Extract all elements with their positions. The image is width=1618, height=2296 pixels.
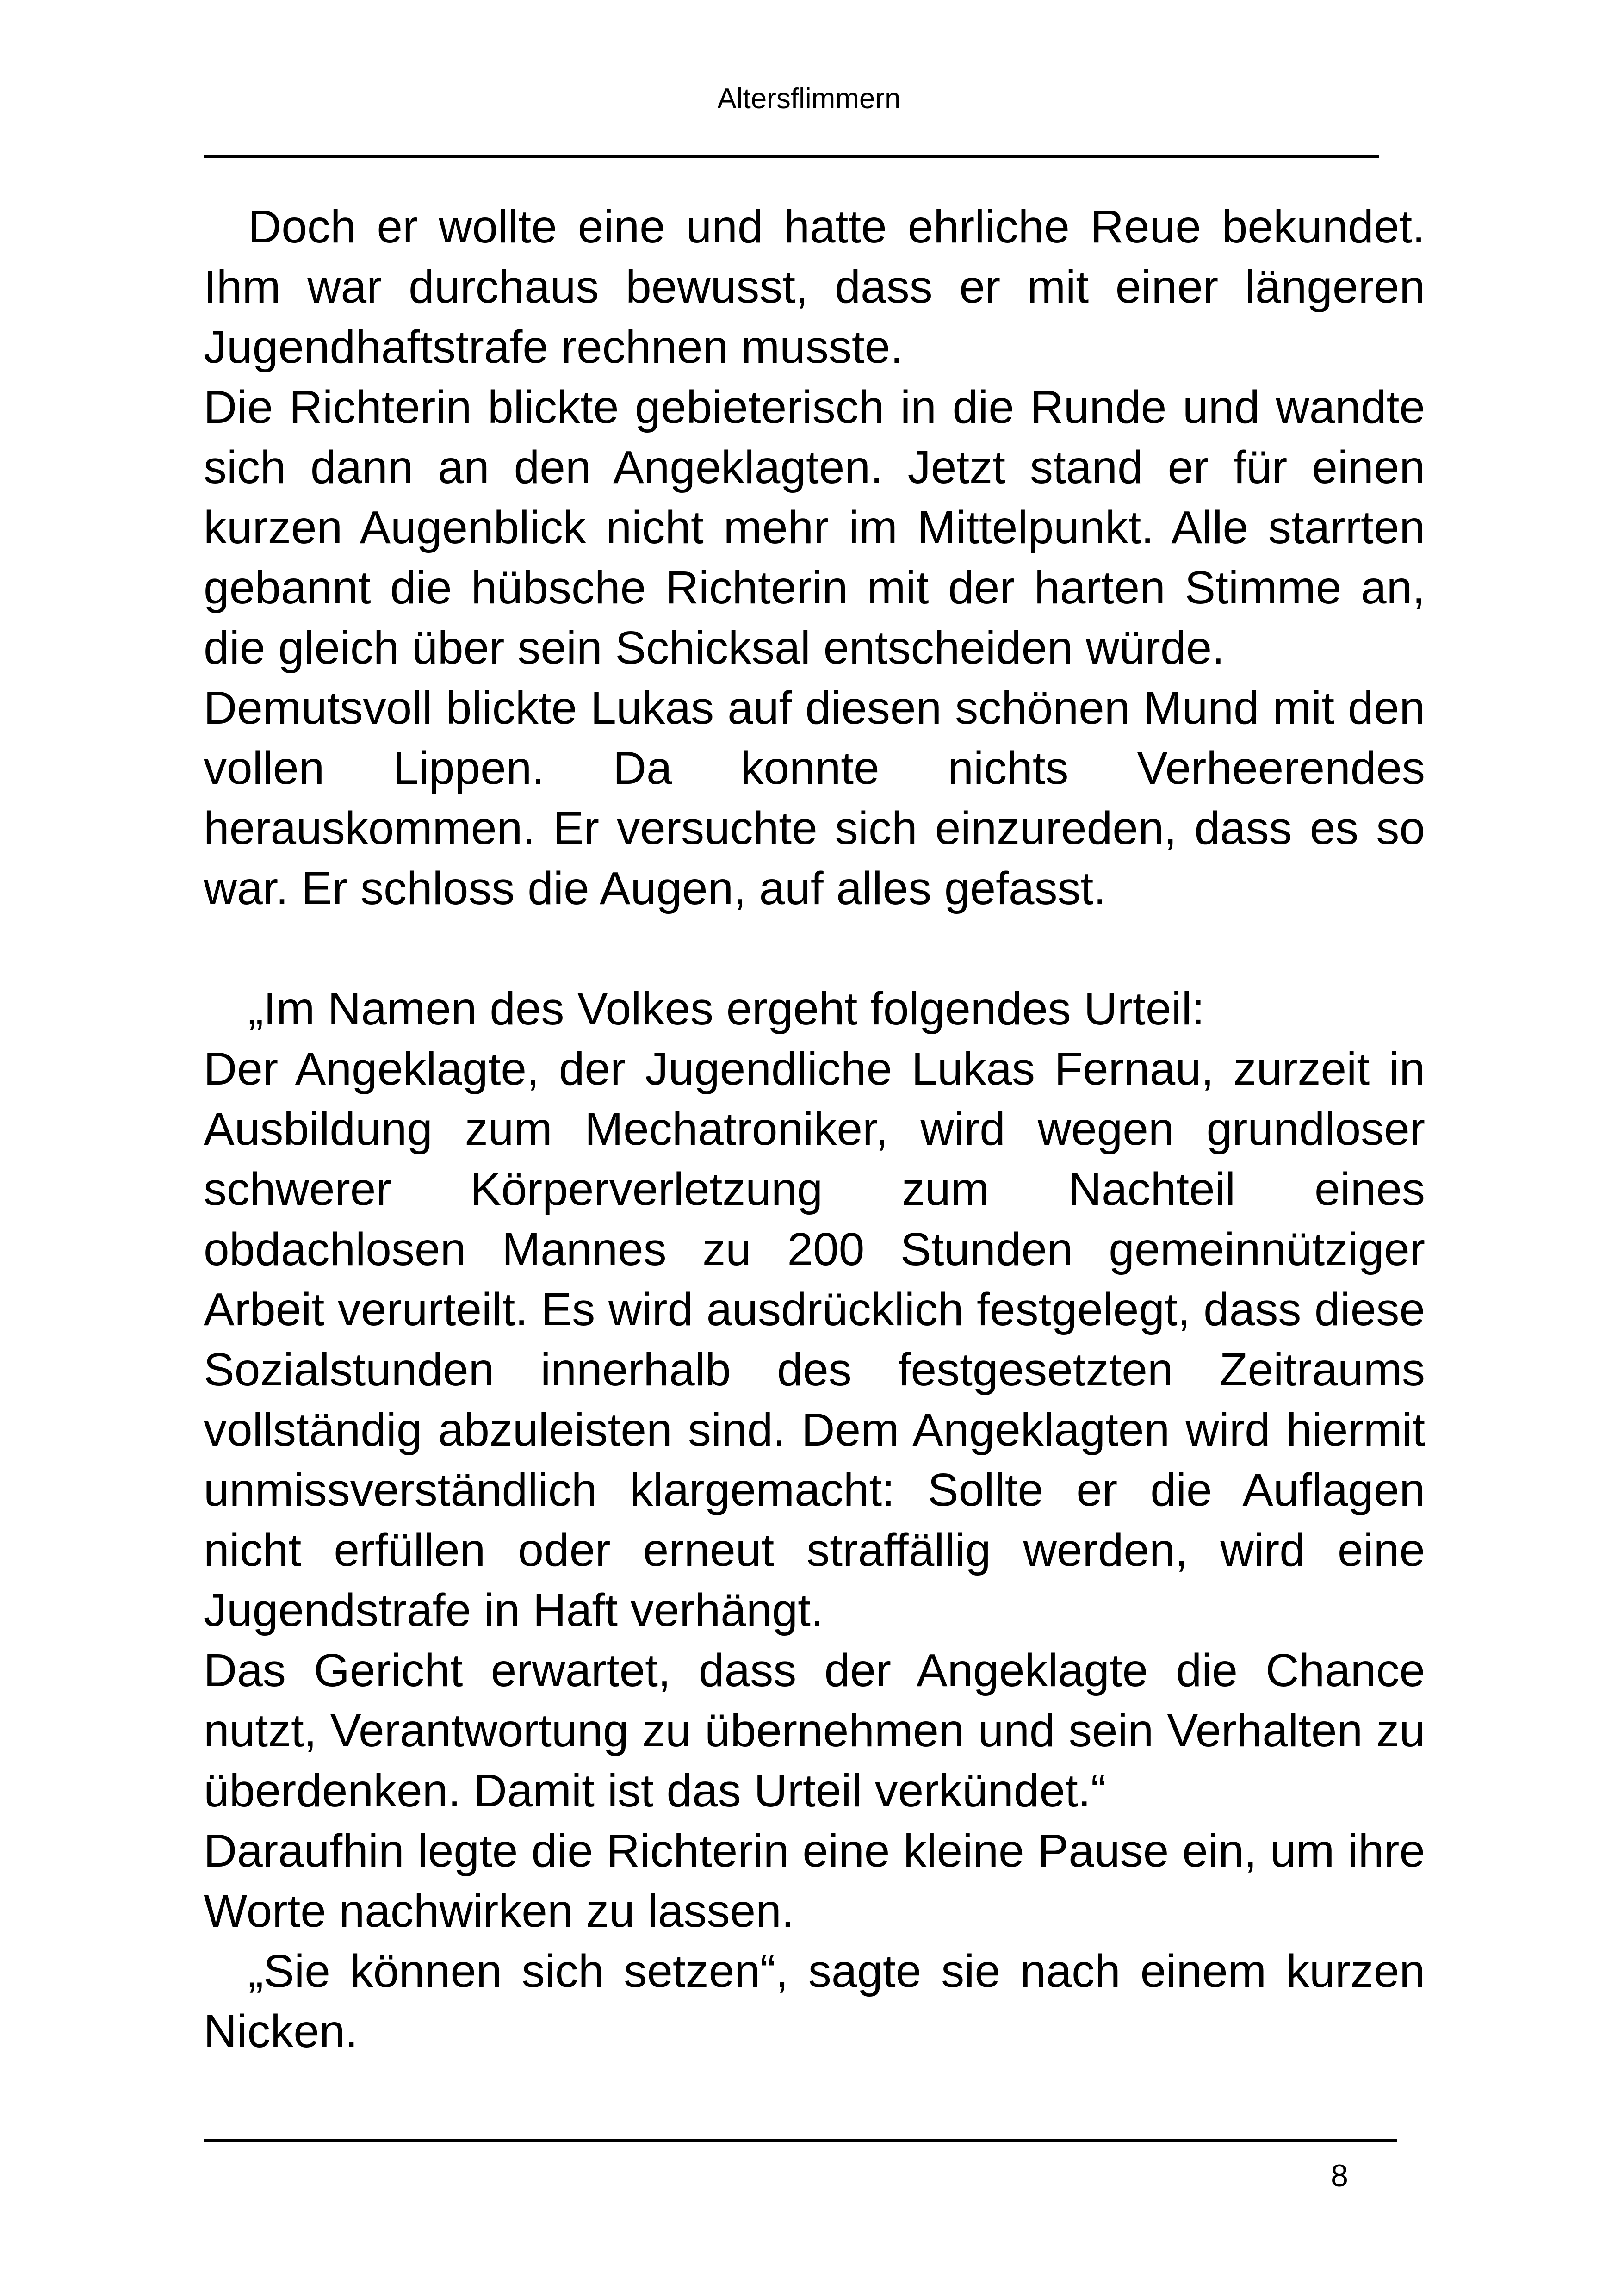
paragraph: Demutsvoll blickte Lukas auf diesen schönen Mund mit den vollen Lippen. Da konnte nichts Verheerendes herauskommen. Er versuchte sich einzureden, dass es so war. Er schloss die Augen, auf alles gefasst. [204,682,1425,914]
paragraph: Doch er wollte eine und hatte ehrliche Reue bekundet. Ihm war durchaus bewusst, dass er mit einer längeren Jugendhaftstrafe rechnen musste. [204,201,1425,373]
paragraph: Das Gericht erwartet, dass der Angeklagte die Chance nutzt, Verantwortung zu übernehmen und sein Verhalten zu überdenken. Damit ist das Urteil verkündet.“ [204,1644,1425,1817]
paragraph: Die Richterin blickte gebieterisch in die Runde und wandte sich dann an den Angeklagten. Jetzt stand er für einen kurzen Augenblick nicht mehr im Mittelpunkt. Alle starrten gebannt die hübsche Richterin mit der harten Stimme an, die gleich über sein Schicksal entscheiden würde. [204,381,1425,674]
paragraph-gap [204,918,1425,979]
header-rule [204,155,1379,158]
footer-rule [204,2139,1397,2142]
paragraph: Daraufhin legte die Richterin eine kleine Pause ein, um ihre Worte nachwirken zu lassen. [204,1825,1425,1937]
page-body [204,197,1425,2061]
paragraph: „Im Namen des Volkes ergeht folgendes Urteil: [248,983,1205,1035]
page-number: 8 [1331,2158,1348,2193]
paragraph: Der Angeklagte, der Jugendliche Lukas Fernau, zurzeit in Ausbildung zum Mechatroniker, wird wegen grundloser schwerer Körperverletzung zum Nachteil eines obdachlosen Mannes zu 200 Stunden gemeinnütziger Arbeit verurteilt. Es wird ausdrücklich festgelegt, dass diese Sozialstunden innerhalb des festgesetzten Zeitraums vollständig abzuleisten sind. Dem Angeklagten wird hiermit unmissverständlich klargemacht: Sollte er die Auflagen nicht erfüllen oder erneut straffällig werden, wird eine Jugendstrafe in Haft verhängt. [204,1043,1425,1636]
paragraph: „Sie können sich setzen“, sagte sie nach einem kurzen Nicken. [204,1945,1425,2057]
running-header-title: Altersflimmern [717,83,901,115]
